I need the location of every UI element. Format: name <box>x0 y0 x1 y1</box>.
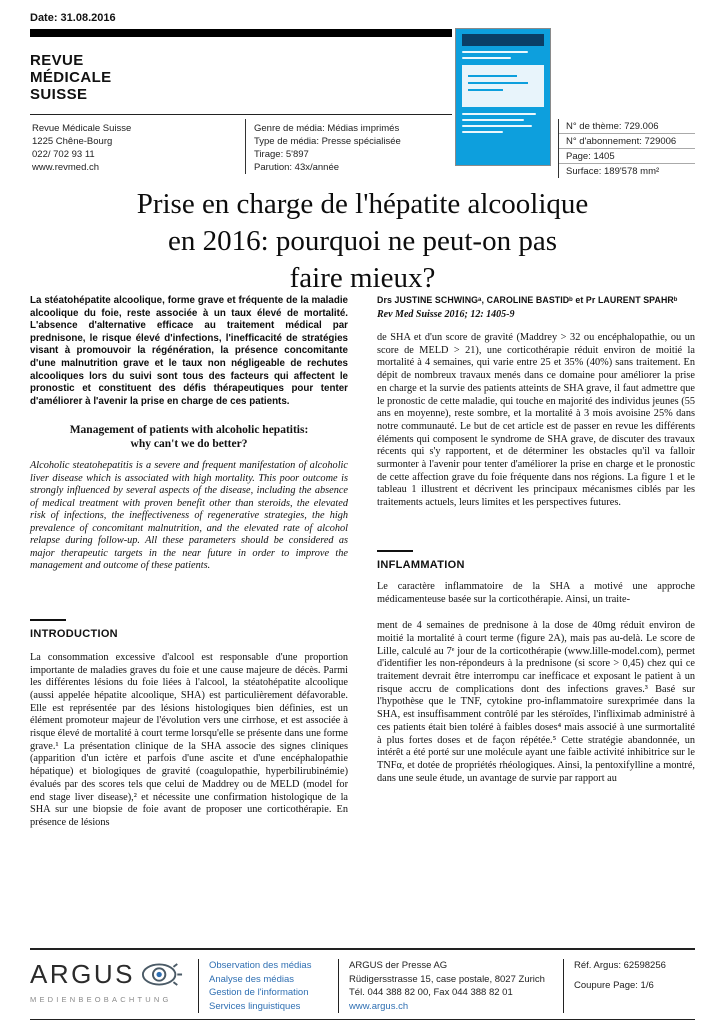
section-rule <box>30 619 66 621</box>
argus-logo <box>30 959 198 990</box>
thumbnail-text-line <box>462 57 511 59</box>
article-title <box>0 186 725 297</box>
logo-line: MÉDICALE <box>30 69 112 86</box>
publisher-website: www.revmed.ch <box>32 162 100 173</box>
service-link-media-observation[interactable]: Observation des médias <box>209 960 312 971</box>
publisher-info-column <box>30 119 245 174</box>
thumbnail-figure-line <box>468 82 528 84</box>
media-genre: Genre de média: Médias imprimés <box>254 123 400 134</box>
service-link-linguistic-services[interactable]: Services linguistiques <box>209 1000 301 1012</box>
argus-eye-icon <box>141 962 183 987</box>
thumbnail-header-strip <box>462 34 544 46</box>
publisher-city: 1225 Chêne-Bourg <box>32 136 113 147</box>
service-link-media-analysis[interactable]: Analyse des médias <box>209 973 295 985</box>
introduction-text: La consommation excessive d'alcool est responsable d'une proportion importante de maladies graves du foie et une cause majeure de décès. Parmi les différentes lésions du foie liées à l'alcool, la stéatohépatite alcoolique (aussi appelée hépatite alcoolique, SHA) est particulièrement défavorable. Elle est représentée par des lésions histologiques bien définies, est un élément promoteur majeur de l'évolution vers une cirrhose, et est associée à risque élevé de mortalité à court terme lorsqu'elle se présente dans une forme grave.¹ La présentation clinique de la SHA associe des signes cliniques (apparition d'un ictère et parfois d'une ascite et d'une encéphalopathie hépatique) et biologiques de gravité (coagulopathie, hyperbilirubinémie) évalués par des scores tels que celui de Maddrey ou de MELD (model for end stage liver disease),² et nécessite une confirmation histologique de la SHA sur une biopsie de foie avant de proposer une corticothérapie. En présence de lésions <box>30 651 348 828</box>
inflammation-text: ment de 4 semaines de prednisone à la dose de 40mg réduit environ de moitié la mortalité à court terme (figure 2A), mais pas au-delà. Le score de Lille, calculé au 7ᵉ jour de la corticothérapie (www.lille-model.com), permet d'identifier les non-répondeurs à la prednisone (si score > 0,45) chez qui ce traitement devrait être interrompu car inefficace et exposant le patient à un risque accru de complications dont des infections graves.³ Basé sur l'hypothèse que le TNF, cytokine pro-inflammatoire surexprimée dans la SHA, est insuffisamment contrôlé par les stéroïdes, l'infliximab administré à ces patients était bien toléré à faibles doses⁴ mais associé à une surmortalité à plus fortes doses et de façon répétée.⁵ Cette stratégie abandonnée, un intérêt a été porté sur une molécule ayant une faible activité inhibitrice sur le TNFα, et dotée de propriétés rhéologiques. Ainsi, la pentoxifylline a montré, dans une seule étude, un avantage de survie par rapport au <box>377 620 695 784</box>
inflammation-text: Le caractère inflammatoire de la SHA a motivé une approche médicamenteuse basée sur la corticothérapie. Ainsi, un traite- <box>377 580 695 605</box>
media-frequency: Parution: 43x/année <box>254 162 340 173</box>
media-circulation: Tirage: 5'897 <box>254 149 309 160</box>
article-lead: La stéatohépatite alcoolique, forme grave et fréquente de la maladie alcoolique du foie, reste associée à un taux élevé de mortalité. L'absence d'alternative efficace au traitement médical par prednisone, le risque élevé d'infections, l'inefficacité de stratégies visant à promouvoir la régénération, la présence concomitante d'une malnutrition grave et le taux non négligeable de rechutes alcooliques lors du suivi sont tous des facteurs qui affectent le pronostic et constituent des défis thérapeutiques pour tenter d'améliorer à l'avenir la prise en charge de ces patients. <box>30 295 348 407</box>
left-column <box>30 295 348 830</box>
header-black-bar <box>30 29 452 37</box>
reference-column <box>563 959 695 1013</box>
surface-area: Surface: 189'578 mm² <box>566 166 660 177</box>
page-number: Page: 1405 <box>559 149 695 164</box>
logo-line: SUISSE <box>30 86 88 103</box>
title-line: Prise en charge de l'hépatite alcoolique <box>136 188 589 220</box>
thumbnail-text-line <box>462 113 536 115</box>
thumbnail-text-line <box>462 119 524 121</box>
authors-line: Drs JUSTINE SCHWINGᵃ, CAROLINE BASTIDᵇ et Pr LAURENT SPAHRᵇ <box>377 295 678 305</box>
english-heading-line: Management of patients with alcoholic hepatitis: <box>69 424 309 437</box>
thumbnail-text-line <box>462 51 528 53</box>
subscription-number: N° d'abonnement: 729006 <box>559 134 695 149</box>
company-address-column <box>338 959 563 1013</box>
column-body-text: de SHA et d'un score de gravité (Maddrey > 32 ou encéphalopathie, ou un score de MELD > 21), une corticothérapie réduit environ de moitié la mortalité à 4 semaines, qui varie entre 25 et 35% (40%) sans traitement. En dépit de nombreux travaux menés dans ce domaine pour améliorer la prise en charge et la survie des patients atteints de SHA grave, il faut admettre que le pronostic de cette maladie, qui touche en majorité des individus jeunes (55 ans en moyenne), reste sombre, et la mortalité à 3 mois avoisine 25% dans notre communauté. Le but de cet article est de passer en revue les différents éléments qui composent le syndrome de SHA grave, de discuter des travaux récents qui s'y rapportent, et de déterminer les obstacles qu'il va falloir surmonter à l'avenir pour tenter d'améliorer la prise en charge et le pronostic de cette affection grave du foie fréquente dans nos régions. La figure 1 et le tableau 1 illustrent et décrivent les principaux mécanismes ciblés par les traitements actuels, leurs limites et les perspectives futures. <box>377 332 695 509</box>
media-type: Type de média: Presse spécialisée <box>254 136 401 147</box>
right-column <box>377 295 695 830</box>
thumbnail-text-line <box>462 131 503 133</box>
service-link-information-management[interactable]: Gestion de l'information <box>209 987 309 998</box>
title-line: faire mieux? <box>289 262 436 294</box>
header-divider <box>30 114 452 115</box>
english-abstract: Alcoholic steatohepatitis is a severe and frequent manifestation of alcoholic liver disease which is associated with high mortality. This poor outcome is strongly influenced by several aspects of the disease, including the absence of medical treatment with proven benefit other than steroids, the elevated risk of infections, the ineffectiveness of regenerative strategies, the high prevalence of concomitant malnutrition, and the elevated rate of alcohol relapse during follow-up. All these parameters should be considered as major therapeutic targets in the near future in order to improve the management and outcome of these patients. <box>30 460 348 572</box>
media-info-table <box>30 119 450 174</box>
title-line: en 2016: pourquoi ne peut-on pas <box>167 225 557 257</box>
argus-reference: Réf. Argus: 62598256 <box>574 960 666 971</box>
media-type-column <box>245 119 450 174</box>
theme-number: N° de thème: 729.006 <box>559 119 695 134</box>
section-rule <box>377 550 413 552</box>
publisher-phone: 022/ 702 93 11 <box>32 149 95 160</box>
company-street: Rüdigersstrasse 15, case postale, 8027 Zurich <box>349 973 545 985</box>
article-thumbnail <box>455 28 551 166</box>
argus-logo-block <box>30 959 198 1013</box>
company-phone-fax: Tél. 044 388 82 00, Fax 044 388 82 01 <box>349 987 513 998</box>
citation-line: Rev Med Suisse 2016; 12: 1405-9 <box>377 309 515 320</box>
company-name: ARGUS der Presse AG <box>349 960 448 971</box>
argus-logo-text: ARGUS <box>30 959 135 989</box>
services-column <box>198 959 338 1013</box>
english-heading-line: why can't we do better? <box>130 438 248 451</box>
thumbnail-figure-line <box>468 75 517 77</box>
argus-tagline: MEDIENBEOBACHTUNG <box>30 995 172 1004</box>
thumbnail-text-line <box>462 125 532 127</box>
reference-info-table <box>558 119 695 178</box>
clipping-page: Coupure Page: 1/6 <box>574 979 654 991</box>
company-website-link[interactable]: www.argus.ch <box>349 1000 409 1012</box>
argus-footer <box>30 948 695 1020</box>
introduction-heading: INTRODUCTION <box>30 627 118 640</box>
article-columns <box>30 295 695 830</box>
publisher-name: Revue Médicale Suisse <box>32 123 132 134</box>
thumbnail-figure-line <box>468 89 503 91</box>
inflammation-heading: INFLAMMATION <box>377 558 465 571</box>
revue-medicale-suisse-logo <box>30 52 112 103</box>
english-heading <box>30 423 348 451</box>
clip-date: Date: 31.08.2016 <box>30 12 116 24</box>
logo-line: REVUE <box>30 52 84 69</box>
thumbnail-figure-panel <box>462 65 544 107</box>
